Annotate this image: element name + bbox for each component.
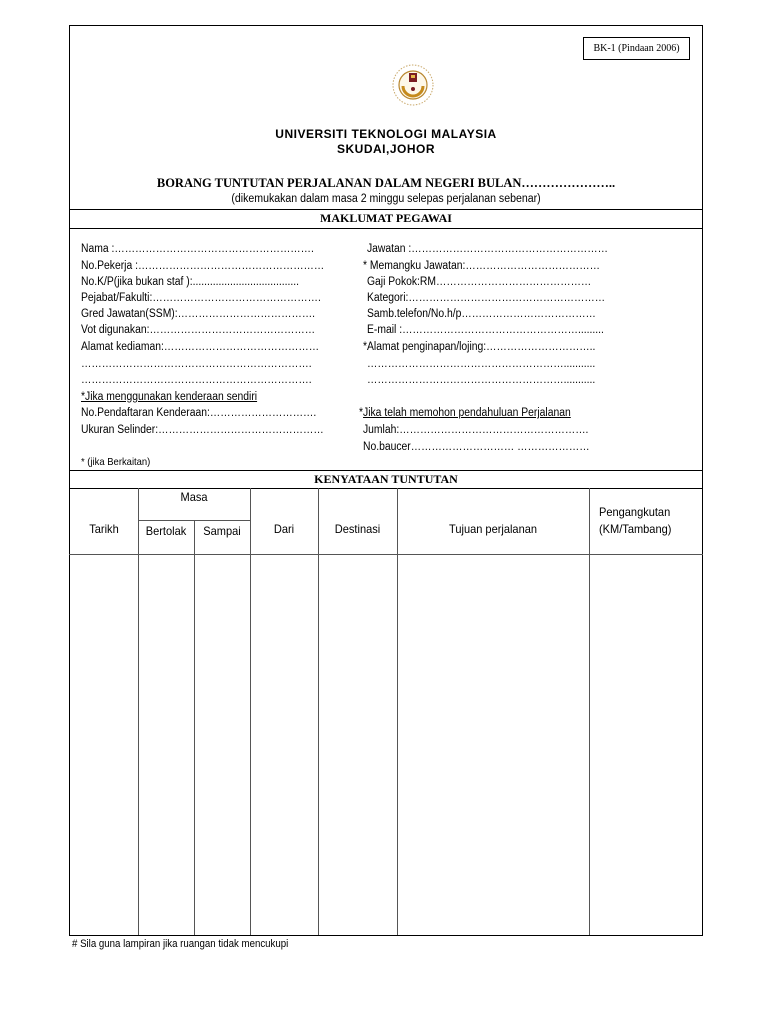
column-divider: [318, 488, 319, 935]
vehicle-registration-field[interactable]: No.Pendaftaran Kenderaan:………………………….: [81, 407, 317, 419]
header-from: Dari: [273, 522, 295, 536]
form-code-box: BK-1 (Pindaan 2006): [583, 37, 690, 60]
ic-number-field[interactable]: No.K/P(jika bukan staf ):.....................................: [81, 276, 299, 288]
home-address-line-3[interactable]: ………………………………………………………….: [81, 374, 312, 386]
office-faculty-field[interactable]: Pejabat/Fakulti:………………………………………….: [81, 292, 321, 304]
divider-line: [69, 488, 703, 489]
university-location: SKUDAI,JOHOR: [336, 142, 435, 156]
header-time: Masa: [180, 490, 208, 504]
email-field[interactable]: E-mail :…………………………………………….........: [367, 324, 604, 336]
staff-number-field[interactable]: No.Pekerja :………………………………………………: [81, 260, 325, 272]
grade-field[interactable]: Gred Jawatan(SSM):………………………………….: [81, 308, 316, 320]
header-date: Tarikh: [89, 522, 119, 536]
acting-position-field[interactable]: * Memangku Jawatan:…………………………………: [363, 260, 600, 272]
engine-capacity-field[interactable]: Ukuran Selinder:…………………………………………: [81, 424, 324, 436]
advance-heading: [359, 407, 571, 419]
phone-field[interactable]: Samb.telefon/No.h/p…………………………………: [367, 308, 596, 320]
column-divider: [138, 488, 139, 935]
header-depart: Bertolak: [145, 524, 187, 538]
table-header-bottom-line: [69, 554, 703, 555]
category-field[interactable]: Kategori:…………………………………………………: [367, 292, 606, 304]
own-vehicle-heading: *Jika menggunakan kenderaan sendiri: [81, 391, 258, 403]
column-divider: [194, 520, 195, 935]
form-title: BORANG TUNTUTAN PERJALANAN DALAM NEGERI BULAN…………………..: [156, 176, 616, 190]
voucher-number-field[interactable]: No.baucer………………………… …………………: [363, 441, 590, 453]
header-transport-unit: (KM/Tambang): [599, 522, 672, 536]
relevant-note: * (jika Berkaitan): [81, 456, 151, 468]
header-purpose: Tujuan perjalanan: [449, 522, 537, 536]
footnote: # Sila guna lampiran jika ruangan tidak mencukupi: [72, 938, 289, 950]
section-claims-heading: KENYATAAN TUNTUTAN: [314, 472, 458, 486]
header-transport: Pengangkutan: [599, 505, 671, 519]
section-staff-heading: MAKLUMAT PEGAWAI: [320, 211, 452, 225]
advance-heading-text: Jika telah memohon pendahuluan Perjalanan: [363, 407, 571, 419]
basic-salary-field[interactable]: Gaji Pokok:RM………………………………………: [367, 276, 592, 288]
column-divider: [250, 488, 251, 935]
position-field[interactable]: Jawatan :…………………………………………………: [367, 243, 608, 255]
home-address-line-2[interactable]: ………………………………………………………….: [81, 358, 312, 370]
column-divider: [589, 488, 590, 935]
home-address-field[interactable]: Alamat kediaman:………………………………………: [81, 341, 320, 353]
divider-line: [69, 209, 703, 210]
lodging-address-line-2[interactable]: …………………………………………………...........: [367, 358, 596, 370]
header-arrive: Sampai: [203, 524, 241, 538]
advance-asterisk: *: [359, 407, 364, 419]
vote-field[interactable]: Vot digunakan:…………………………………………: [81, 324, 316, 336]
advance-amount-field[interactable]: Jumlah:……………………………………………….: [363, 424, 589, 436]
university-name: UNIVERSITI TEKNOLOGI MALAYSIA: [275, 127, 497, 141]
lodging-address-line-3[interactable]: …………………………………………………...........: [367, 374, 596, 386]
divider-line: [69, 470, 703, 471]
column-divider: [397, 488, 398, 935]
university-crest-logo: [390, 62, 436, 108]
lodging-address-field[interactable]: *Alamat penginapan/lojing:…………………………..: [363, 341, 596, 353]
header-destination: Destinasi: [334, 522, 381, 536]
divider-line: [69, 228, 703, 229]
form-subtitle: (dikemukakan dalam masa 2 minggu selepas perjalanan sebenar): [231, 193, 541, 205]
name-field[interactable]: Nama :………………………………………………….: [81, 243, 314, 255]
